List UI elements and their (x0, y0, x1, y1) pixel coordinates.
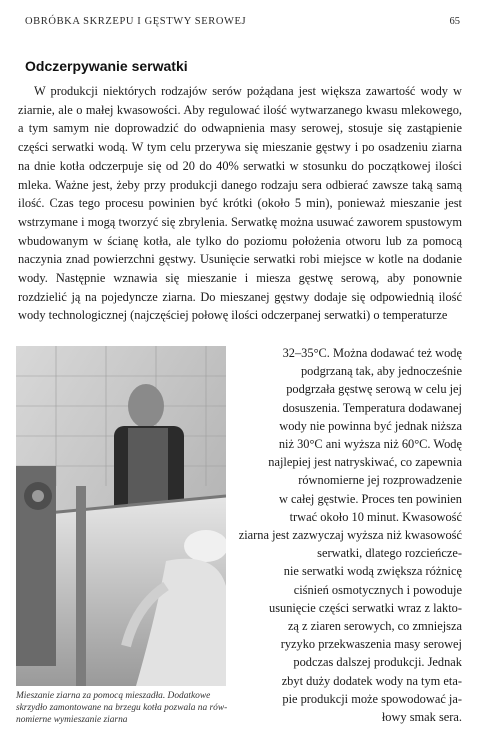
text-line: ciśnień osmotycznych i powoduje (293, 582, 462, 597)
photo-illustration (16, 346, 226, 686)
text-line: ziarna jest zazwyczaj wyższa niż kwasowość serwatki, dlatego rozcieńcze- (238, 528, 462, 561)
photo-caption (16, 690, 232, 726)
text-line: pie produkcji może spowodować ja- (282, 691, 462, 706)
cheese-stirring-photo (16, 346, 226, 686)
text-line: łowy smak sera. (381, 710, 462, 725)
text-line: podczas dalszej produkcji. Jednak (293, 655, 462, 670)
text-line: zą z ziaren serowych, co zmniejsza (287, 619, 462, 634)
body-paragraph: W produkcji niektórych rodzajów serów pożądana jest większa zawartość wody w ziarnie, ale o małej kwasowości. Aby regulować ilość wytwarzanego kwasu mlekowego, a tym samym nie doprowadzić do odwapnienia masy serowej, stosuje się zastąpienie części serwatki wodą. W tym celu przerywa się mieszanie gęstwy i po osadzeniu ziarna na dnie kotła odczerpuje się od 20 do 40% serwatki w stosunku do początkowej ilości mleka. Ważne jest, żeby przy produkcji danego rodzaju sera odbierać zawsze taką samą ilość. Czas tego procesu powinien być krótki (około 5 min), ponieważ mieszanie jest wstrzymane i mogą tworzyć się zbrylenia. Serwatkę można usuwać zaworem spustowym wbudowanym w ścianę kotła, ale tylko do poziomu położenia otworu lub za pomocą naczynia znad powierzchni gęstwy. Usunięcie serwatki robi miejsce w kotle na dodanie wody. Następnie wznawia się mieszanie i miesza gęstwę serową, aby ponownie rozdzielić ją na pojedyncze ziarna. Do mieszanej gęstwy dodaje się odpowiednią ilość wody technologicznej (najczęściej połowę ilości odczerpanej serwatki) o temperaturze (18, 84, 462, 323)
text-line: podgrzaną tak, aby jednocześnie (300, 364, 462, 379)
caption-line: Mieszanie ziarna za pomocą mieszadła. Dodatkowe (16, 691, 211, 701)
section-heading: Odczerpywanie serwatki (25, 58, 188, 74)
caption-line: skrzydło zamontowane na brzegu kotła pozwala na rów- (16, 703, 228, 713)
text-line: najlepiej jest natryskiwać, co zapewnia (268, 455, 462, 470)
text-line: zbyt duży dodatek wody na tym eta- (281, 673, 462, 688)
text-line: wody nie powinna być jednak niższa (279, 418, 462, 433)
text-line: ryzyko przekwaszenia masy serowej (280, 637, 462, 652)
body-paragraph-right (233, 344, 462, 726)
text-line: usunięcie części serwatki wraz z lakto- (269, 600, 462, 615)
text-line: dosuszenia. Temperatura dodawanej (282, 400, 462, 415)
text-line: nie serwatki wodą zwiększa różnicę (283, 564, 462, 579)
text-line: równomierne jej rozprowadzenie (298, 473, 462, 488)
running-head: OBRÓBKA SKRZEPU I GĘSTWY SEROWEJ (25, 16, 247, 27)
text-line: podgrzała gęstwę serową w celu jej (286, 382, 462, 397)
caption-line: nomierne wymieszanie ziarna (16, 715, 128, 725)
text-line: 32–35°C. Można dodawać też wodę (282, 346, 462, 360)
text-line: w całej gęstwie. Proces ten powinien (278, 491, 462, 506)
text-line: niż 30°C ani wyższa niż 60°C. Wodę (278, 437, 462, 452)
text-line: trwać około 10 minut. Kwasowość (289, 509, 462, 524)
page-number: 65 (449, 16, 460, 27)
